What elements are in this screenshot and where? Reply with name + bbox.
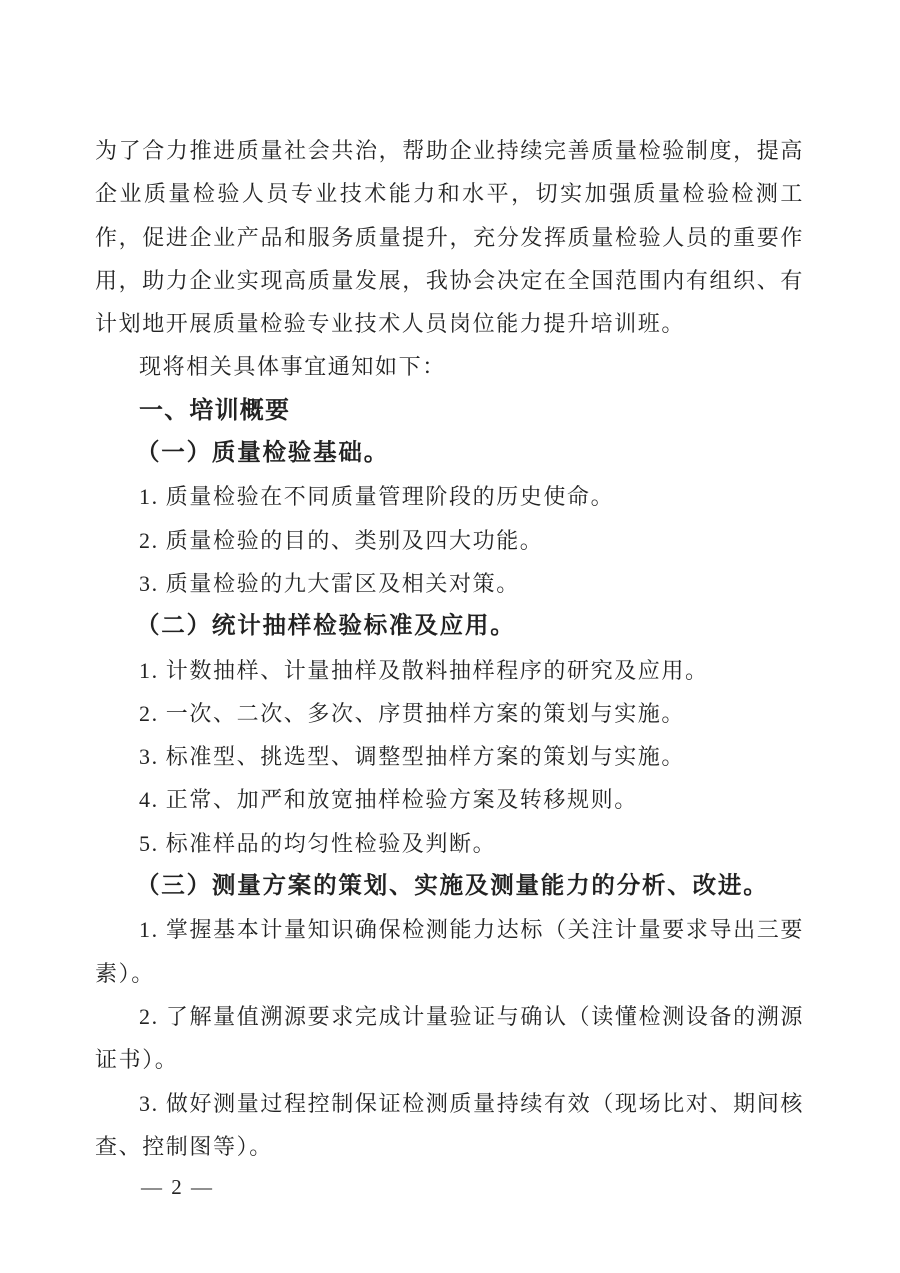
subsection-heading-measurement-plan: （三）测量方案的策划、实施及测量能力的分析、改进。 [136, 873, 769, 900]
subsection-heading-sampling-standards: （二）统计抽样检验标准及应用。 [136, 613, 516, 640]
section-heading-training-overview: 一、培训概要 [139, 396, 291, 424]
list-item: 1. 质量检验在不同质量管理阶段的历史使命。 [139, 484, 615, 510]
document-body [95, 129, 804, 1168]
list-item: 3. 质量检验的九大雷区及相关对策。 [139, 570, 520, 596]
paragraph-notice-lead: 现将相关具体事宜通知如下： [139, 354, 446, 380]
list-item: 1. 掌握基本计量知识确保检测能力达标（关注计量要求导出三要素）。 [95, 917, 804, 986]
list-item: 5. 标准样品的均匀性检验及判断。 [139, 830, 497, 856]
list-item: 3. 做好测量过程控制保证检测质量持续有效（现场比对、期间核查、控制图等）。 [95, 1090, 804, 1159]
list-item: 4. 正常、加严和放宽抽样检验方案及转移规则。 [139, 787, 638, 813]
page-number: — 2 — [141, 1175, 214, 1200]
subsection-heading-inspection-basics: （一）质量检验基础。 [136, 440, 389, 467]
list-item: 2. 质量检验的目的、类别及四大功能。 [139, 527, 544, 553]
list-item: 2. 一次、二次、多次、序贯抽样方案的策划与实施。 [139, 700, 686, 726]
paragraph-purpose: 为了合力推进质量社会共治，帮助企业持续完善质量检验制度，提高企业质量检验人员专业技术能力和水平，切实加强质量检验检测工作，促进企业产品和服务质量提升，充分发挥质量检验人员的重要作用，助力企业实现高质量发展，我协会决定在全国范围内有组织、有计划地开展质量检验专业技术人员岗位能力提升培训班。 [95, 138, 804, 337]
list-item: 2. 了解量值溯源要求完成计量验证与确认（读懂检测设备的溯源证书）。 [95, 1003, 804, 1073]
list-item: 3. 标准型、挑选型、调整型抽样方案的策划与实施。 [139, 744, 686, 770]
list-item: 1. 计数抽样、计量抽样及散料抽样程序的研究及应用。 [139, 657, 709, 683]
